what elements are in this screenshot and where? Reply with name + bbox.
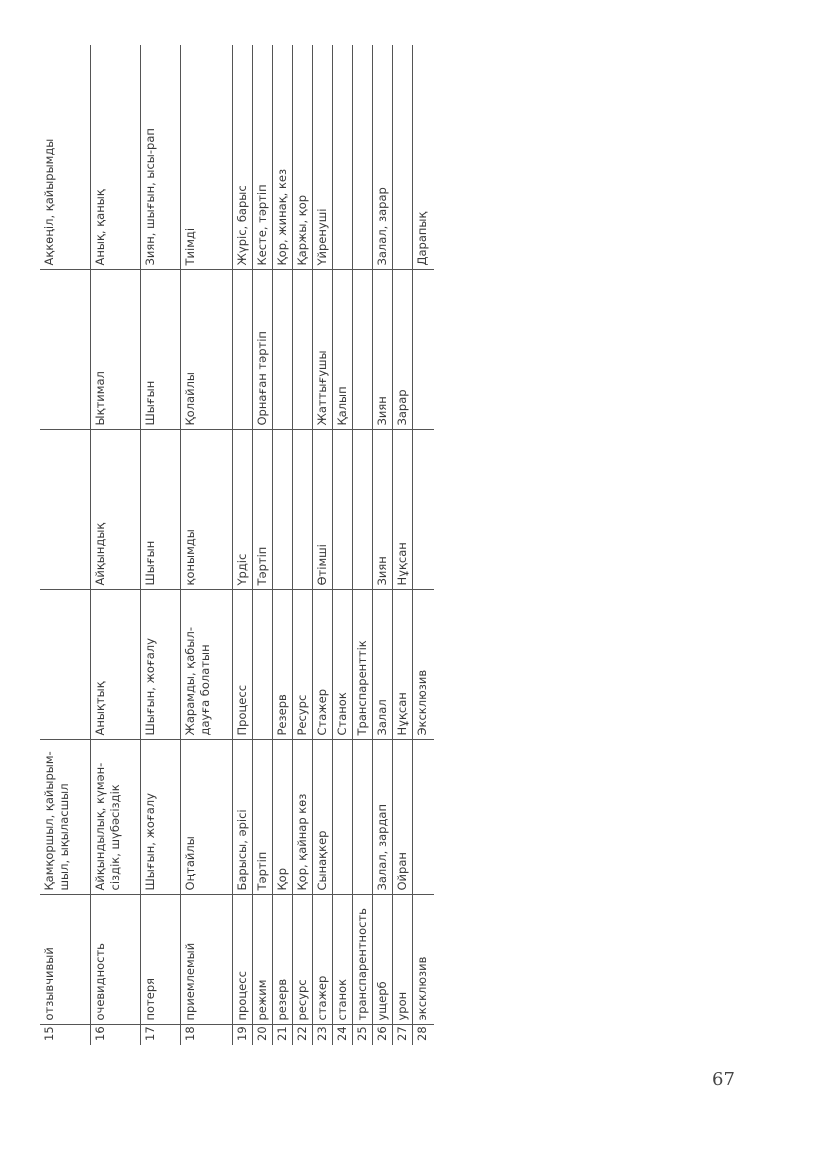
table-cell: Орнаған тәртіп	[252, 270, 272, 430]
table-cell: Қалып	[332, 270, 352, 430]
table-cell: Анық, қанық	[90, 45, 140, 270]
table-row	[372, 45, 392, 1045]
table-cell: Шығын, жоғалу	[140, 590, 180, 740]
table-cell	[332, 45, 352, 270]
table-cell	[292, 270, 312, 430]
table-cell: Шығын	[140, 430, 180, 590]
table-cell: Шығын, жоғалу	[140, 740, 180, 895]
table-row	[412, 45, 434, 1045]
table-cell	[40, 430, 90, 590]
table-cell: Эксклюзив	[412, 590, 434, 740]
table-cell: Стажер	[312, 590, 332, 740]
row-number: 23	[314, 1026, 329, 1041]
table-row	[40, 45, 90, 1045]
table-row	[232, 45, 252, 1045]
row-number: 21	[274, 1026, 289, 1041]
row-number: 18	[182, 1026, 197, 1041]
table-row	[252, 45, 272, 1045]
table-cell: Қолайлы	[180, 270, 232, 430]
table-cell: потеря	[140, 895, 180, 1025]
table-cell: Қаржы, қор	[292, 45, 312, 270]
table-cell: Сынақкер	[312, 740, 332, 895]
table-cell	[412, 430, 434, 590]
table-cell: Залал, зардап	[372, 740, 392, 895]
table-cell: Ақкөңіл, қайырымды	[40, 45, 90, 270]
table-cell: Жарамды, қабыл-дауға болатын	[180, 590, 232, 740]
table-cell: урон	[392, 895, 412, 1025]
table-cell	[412, 270, 434, 430]
table-cell: режим	[252, 895, 272, 1025]
table-cell: процесс	[232, 895, 252, 1025]
table-cell	[252, 590, 272, 740]
table-cell	[332, 740, 352, 895]
table-cell	[412, 740, 434, 895]
table-cell: резерв	[272, 895, 292, 1025]
row-number: 27	[394, 1026, 409, 1041]
table-cell: Ықтимал	[90, 270, 140, 430]
row-number: 25	[354, 1026, 369, 1041]
table-cell	[292, 430, 312, 590]
table-cell	[40, 270, 90, 430]
table-cell: стажер	[312, 895, 332, 1025]
row-number: 26	[374, 1026, 389, 1041]
table-cell	[352, 430, 372, 590]
table-cell	[352, 740, 372, 895]
table-cell: эксклюзив	[412, 895, 434, 1025]
table-cell	[332, 430, 352, 590]
table-cell: қонымды	[180, 430, 232, 590]
table-cell: Үйренуші	[312, 45, 332, 270]
table-cell: Залал	[372, 590, 392, 740]
table-cell	[232, 270, 252, 430]
table-cell: Залал, зарар	[372, 45, 392, 270]
table-cell: Тиімді	[180, 45, 232, 270]
table-cell: Қор, жинақ, кез	[272, 45, 292, 270]
table-cell: Кесте, тәртіп	[252, 45, 272, 270]
table-cell: Зиян	[372, 270, 392, 430]
table-cell: приемлемый	[180, 895, 232, 1025]
row-number: 28	[414, 1026, 429, 1041]
terminology-table	[40, 45, 434, 1045]
table-cell: Зиян, шығын, ысы-рап	[140, 45, 180, 270]
rotated-table-wrapper	[40, 45, 490, 1045]
table-cell: ущерб	[372, 895, 392, 1025]
table-cell	[272, 270, 292, 430]
table-cell: транспарентность	[352, 895, 372, 1025]
table-cell: Дарапық	[412, 45, 434, 270]
table-row	[312, 45, 332, 1045]
table-cell: Зиян	[372, 430, 392, 590]
table-cell: Нұқсан	[392, 590, 412, 740]
table-cell	[352, 270, 372, 430]
table-cell: Резерв	[272, 590, 292, 740]
table-cell	[272, 430, 292, 590]
table-cell: отзывчивый	[40, 895, 90, 1025]
table-cell: Ойран	[392, 740, 412, 895]
table-cell: Нұқсан	[392, 430, 412, 590]
row-number: 19	[234, 1026, 249, 1041]
table-cell: Жүріс, барыс	[232, 45, 252, 270]
table-cell: Тәртіп	[252, 430, 272, 590]
row-number: 20	[254, 1026, 269, 1041]
table-cell: Өтімші	[312, 430, 332, 590]
table-row	[392, 45, 412, 1045]
table-cell: станок	[332, 895, 352, 1025]
table-row	[140, 45, 180, 1045]
table-cell: Зарар	[392, 270, 412, 430]
page-number: 67	[712, 1069, 735, 1090]
row-number: 22	[294, 1026, 309, 1041]
table-cell: Процесс	[232, 590, 252, 740]
table-cell: Транспаренттік	[352, 590, 372, 740]
table-cell: Айқындық	[90, 430, 140, 590]
row-number: 17	[142, 1026, 157, 1041]
table-cell: Қор, қайнар көз	[292, 740, 312, 895]
table-cell: Оңтайлы	[180, 740, 232, 895]
table-cell: Ресурс	[292, 590, 312, 740]
table-cell: Үрдіс	[232, 430, 252, 590]
table-row	[90, 45, 140, 1045]
table-cell: Жаттығушы	[312, 270, 332, 430]
table-cell: Анықтық	[90, 590, 140, 740]
table-cell: Шығын	[140, 270, 180, 430]
table-row	[352, 45, 372, 1045]
row-number: 24	[334, 1026, 349, 1041]
row-number: 15	[42, 1026, 56, 1041]
table-cell	[352, 45, 372, 270]
table-row	[332, 45, 352, 1045]
row-number: 16	[92, 1026, 107, 1041]
table-row	[292, 45, 312, 1045]
table-cell: Қор	[272, 740, 292, 895]
table-cell: Барысы, әрісі	[232, 740, 252, 895]
table-cell: Қамқоршыл, қайырым-шыл, ықыласшыл	[40, 740, 90, 895]
table-cell: ресурс	[292, 895, 312, 1025]
table-cell	[392, 45, 412, 270]
table-cell: Тәртіп	[252, 740, 272, 895]
table-row	[180, 45, 232, 1045]
table-cell: очевидность	[90, 895, 140, 1025]
table-cell: Айқындылық, күмән-сіздік, шүбәсіздік	[90, 740, 140, 895]
table-cell: Станок	[332, 590, 352, 740]
table-cell	[40, 590, 90, 740]
table-row	[272, 45, 292, 1045]
